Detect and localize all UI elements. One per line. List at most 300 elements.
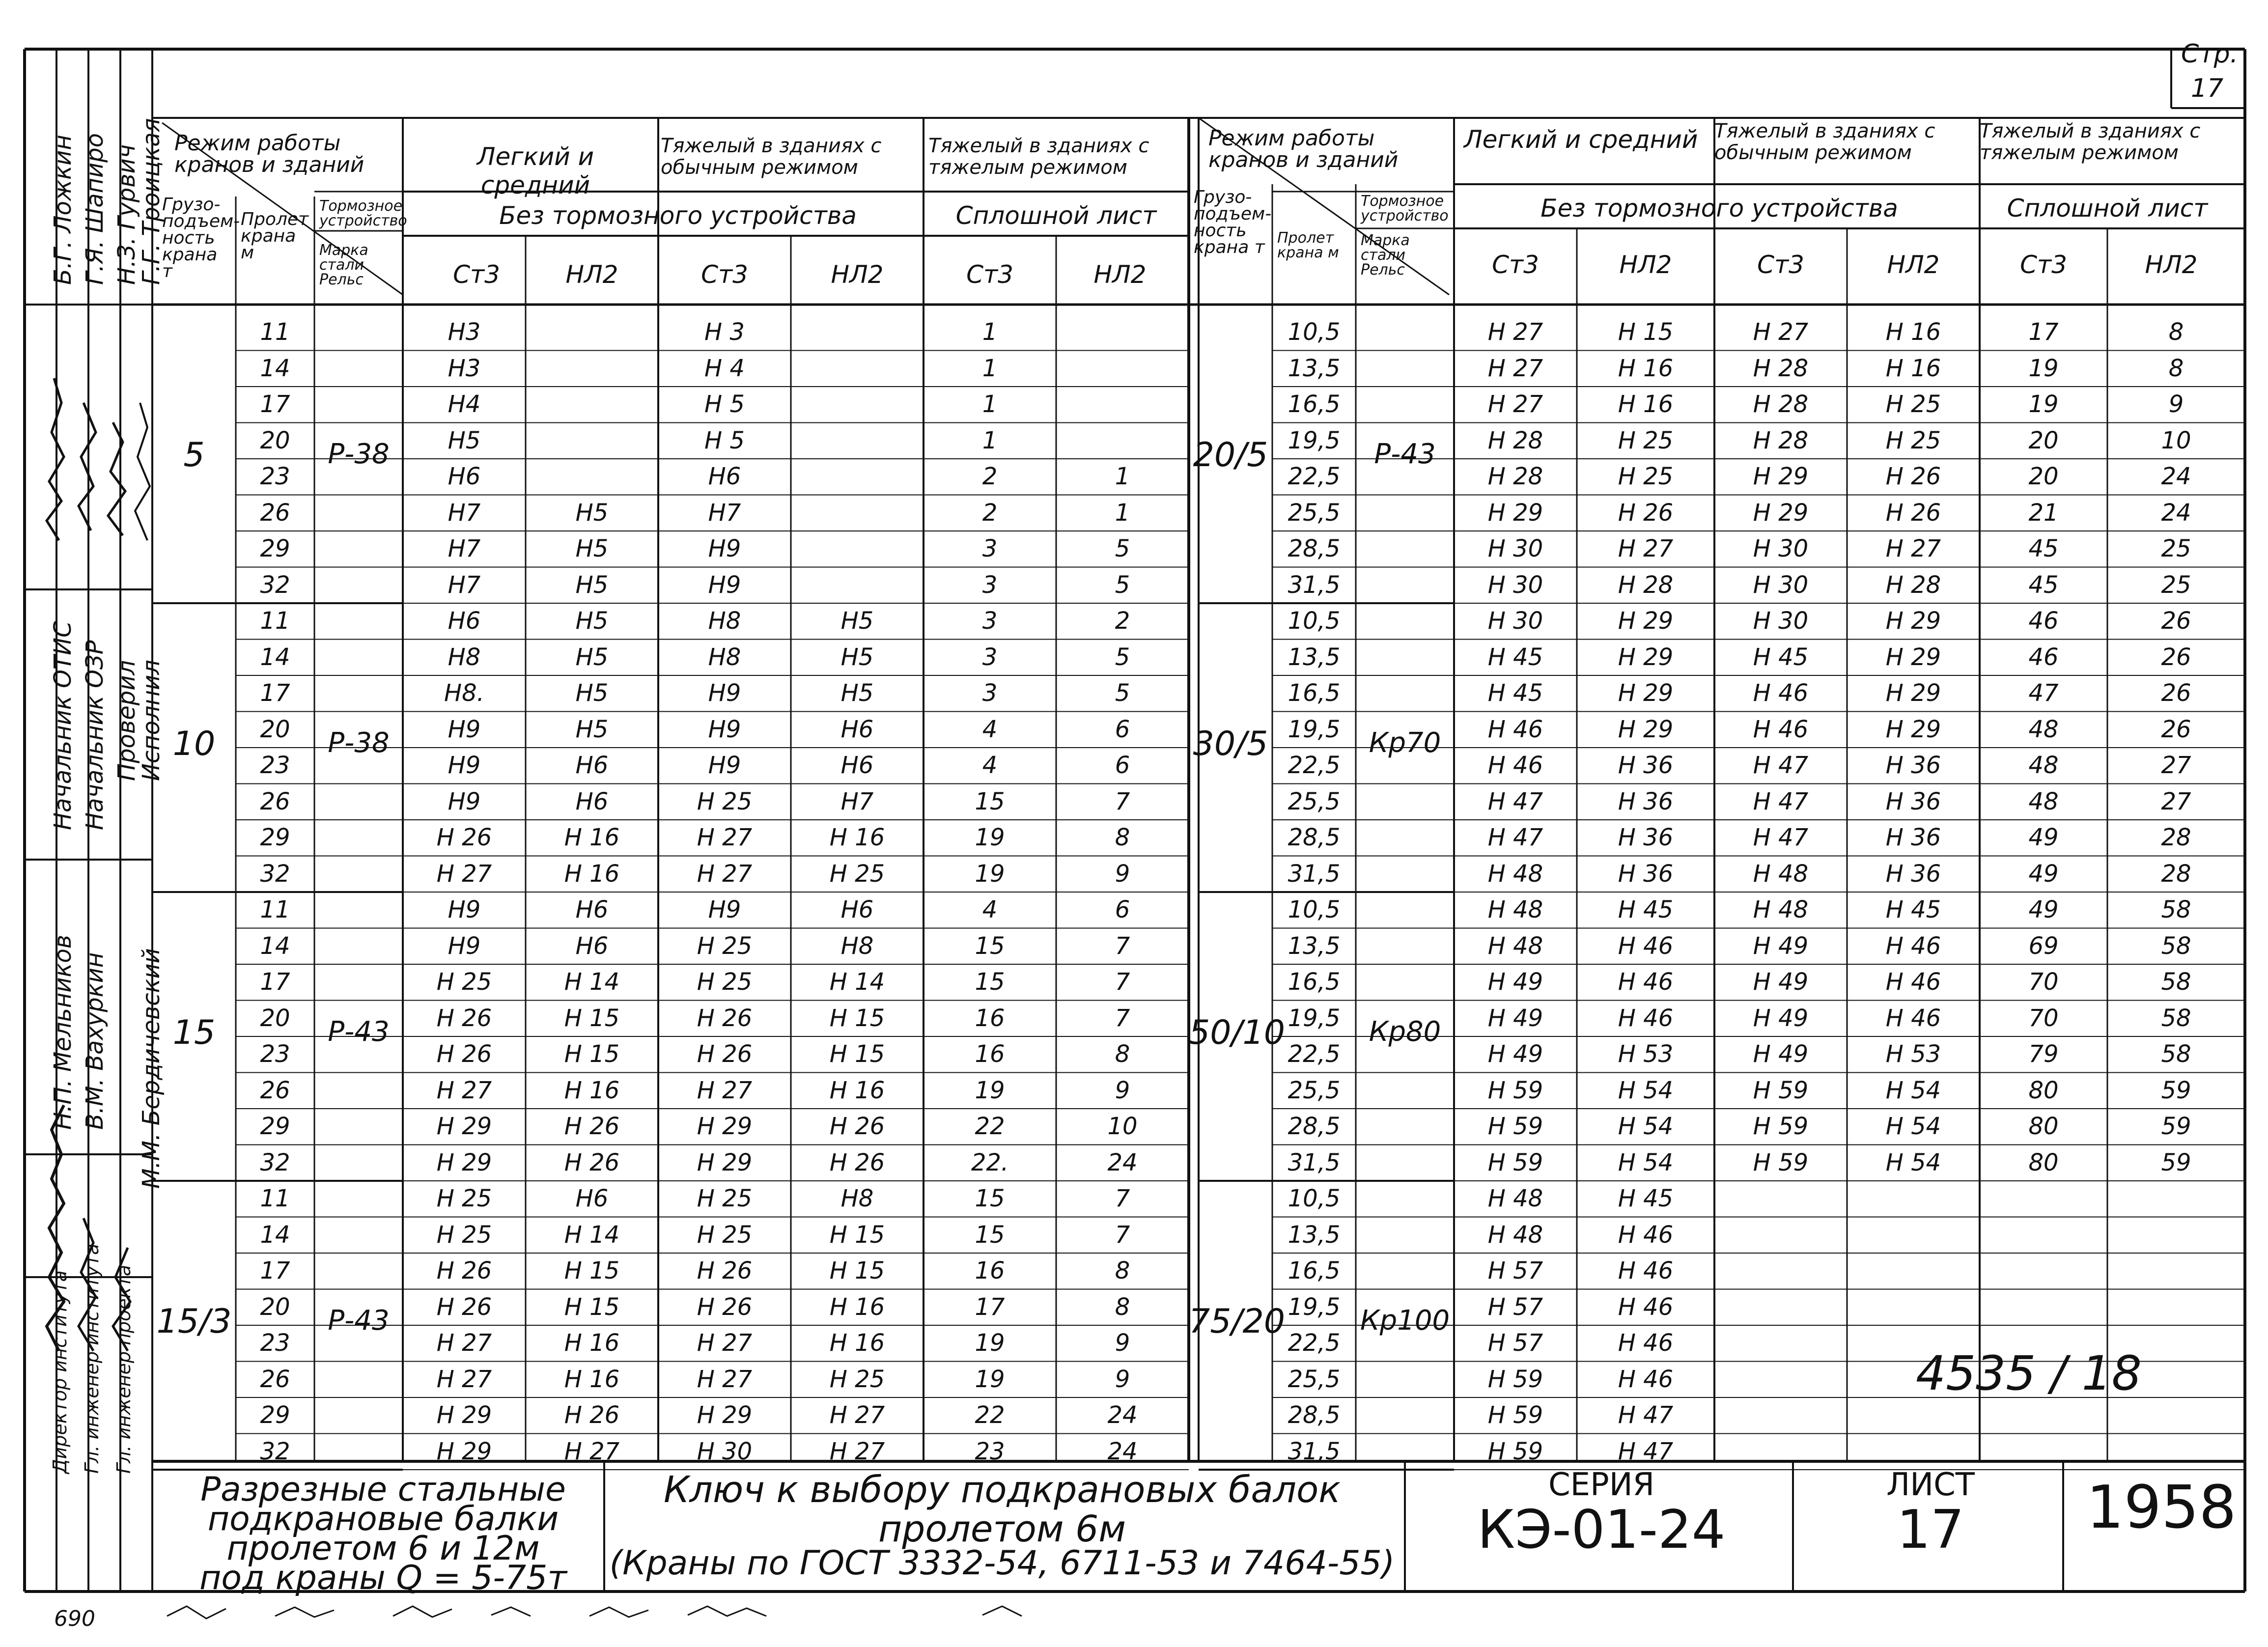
right-value-cell: Н 36	[1885, 787, 1941, 815]
left-value-cell: Н 25	[697, 968, 753, 996]
left-value-cell: 4	[982, 752, 998, 779]
signer-name-8: М.М. Бердичевский	[138, 948, 165, 1189]
left-value-cell: Н 15	[564, 1040, 620, 1068]
left-value-cell: Н 27	[436, 1076, 492, 1104]
right-span-cell: 19,5	[1288, 1293, 1341, 1321]
left-value-cell: Н6	[840, 715, 874, 743]
right-value-cell: Н 46	[1487, 752, 1543, 779]
right-value-cell: Н 59	[1753, 1076, 1809, 1104]
nl2-l-1: НЛ2	[565, 260, 618, 289]
left-value-cell: Н9	[708, 715, 741, 743]
year: 1958	[2086, 1474, 2237, 1542]
right-value-cell: Н 46	[1885, 932, 1941, 960]
signer-name-3: Н.З. Гурвич	[113, 144, 140, 285]
right-span-cell: 28,5	[1288, 1113, 1341, 1140]
right-value-cell: 26	[2161, 715, 2191, 743]
left-capacity: 10	[172, 725, 216, 764]
left-value-cell: 2	[982, 499, 998, 527]
right-capacity: 20/5	[1193, 436, 1268, 475]
left-value-cell: Н5	[575, 715, 609, 743]
right-value-cell: 21	[2028, 499, 2059, 527]
right-value-cell: Н 59	[1753, 1113, 1809, 1140]
right-value-cell: 28	[2161, 824, 2191, 851]
left-value-cell: Н 26	[829, 1148, 885, 1176]
capacity-header-left: Грузо-подъем-ность крана т	[162, 195, 240, 281]
no-brake-header-right: Без тормозного устройства	[1540, 194, 1898, 223]
left-value-cell: Н5	[575, 499, 609, 527]
right-value-cell: Н 25	[1885, 391, 1941, 418]
left-value-cell: 6	[1115, 896, 1130, 923]
left-value-cell: 3	[982, 571, 998, 599]
right-value-cell: 58	[2161, 1004, 2191, 1032]
nl2-l-3: НЛ2	[1093, 260, 1147, 289]
handwritten-note: 4535 / 18	[1916, 1346, 2142, 1401]
left-value-cell: 7	[1115, 968, 1130, 996]
right-value-cell: Н 47	[1618, 1401, 1674, 1429]
left-value-cell: Н9	[708, 535, 741, 562]
left-span-cell: 29	[260, 1113, 290, 1140]
signer-name-1: Б.Г. Ложкин	[49, 135, 77, 285]
left-rail: Р-38	[328, 727, 390, 759]
right-span-cell: 28,5	[1288, 535, 1341, 562]
mode-header-left: Режим работы кранов и зданий	[174, 131, 364, 177]
left-value-cell: Н8	[708, 607, 741, 635]
right-value-cell: Н 49	[1753, 932, 1809, 960]
left-value-cell: Н 16	[564, 824, 620, 851]
right-span-cell: 16,5	[1288, 679, 1341, 707]
right-value-cell: Н 30	[1753, 607, 1809, 635]
right-value-cell: Н 36	[1618, 787, 1674, 815]
left-value-cell: Н 25	[697, 1185, 753, 1212]
left-value-cell: Н 16	[564, 1076, 620, 1104]
right-value-cell: Н 46	[1618, 932, 1674, 960]
right-span-cell: 13,5	[1288, 1221, 1341, 1249]
title-center-3: (Краны по ГОСТ 3332-54, 6711-53 и 7464-55)	[609, 1544, 1395, 1583]
right-value-cell: Н 59	[1487, 1148, 1543, 1176]
right-value-cell: 28	[2161, 860, 2191, 888]
right-span-cell: 25,5	[1288, 499, 1341, 527]
rail-header-left: Марка стали Рельс	[319, 242, 368, 288]
left-value-cell: 16	[975, 1040, 1005, 1068]
title-center-2: пролетом 6м	[878, 1508, 1126, 1550]
left-value-cell: 1	[982, 426, 998, 454]
right-value-cell: 19	[2028, 391, 2059, 418]
left-value-cell: Н6	[840, 752, 874, 779]
left-value-cell: 23	[975, 1437, 1005, 1465]
right-rail: Кр100	[1360, 1305, 1450, 1337]
nl2-r-2: НЛ2	[1887, 251, 1940, 279]
right-value-cell: Н 45	[1753, 643, 1809, 671]
left-value-cell: Н 26	[697, 1257, 753, 1284]
brake-header-left: Тормозное устройство	[319, 197, 407, 229]
left-value-cell: 3	[982, 535, 998, 562]
heavy-normal-header-left: Тяжелый в зданиях с обычным режимом	[661, 135, 882, 179]
left-span-cell: 17	[260, 1257, 290, 1284]
right-value-cell: Н 30	[1487, 571, 1543, 599]
left-value-cell: Н 27	[697, 1365, 753, 1393]
left-value-cell: Н 14	[564, 968, 620, 996]
left-value-cell: 9	[1115, 860, 1130, 888]
right-value-cell: 69	[2028, 932, 2059, 960]
st3-l-2: Ст3	[701, 260, 748, 289]
right-value-cell: Н 46	[1618, 1293, 1674, 1321]
left-span-cell: 26	[260, 1365, 290, 1393]
left-span-cell: 20	[260, 1004, 290, 1032]
signature-scribbles	[0, 0, 157, 1474]
right-span-cell: 31,5	[1288, 860, 1341, 888]
left-value-cell: Н 29	[436, 1437, 492, 1465]
left-value-cell: 22	[975, 1113, 1005, 1140]
left-value-cell: 16	[975, 1004, 1005, 1032]
right-value-cell: Н 46	[1753, 715, 1809, 743]
right-value-cell: Н 45	[1618, 896, 1674, 923]
left-value-cell: Н4	[448, 391, 481, 418]
right-value-cell: Н 46	[1618, 1365, 1674, 1393]
left-value-cell: Н 26	[697, 1004, 753, 1032]
left-value-cell: 10	[1107, 1113, 1138, 1140]
left-value-cell: 7	[1115, 1004, 1130, 1032]
signer-role-7: Проверил	[113, 660, 140, 781]
right-value-cell: Н 36	[1618, 860, 1674, 888]
heavy-heavy-header-right: Тяжелый в зданиях с тяжелым режимом	[1980, 120, 2201, 164]
left-value-cell: 5	[1115, 571, 1130, 599]
right-value-cell: Н 59	[1487, 1365, 1543, 1393]
right-value-cell: Н 48	[1487, 1185, 1543, 1212]
right-capacity: 75/20	[1189, 1302, 1285, 1341]
span-header-left: Пролет крана м	[241, 209, 309, 263]
right-value-cell: 10	[2161, 426, 2191, 454]
left-span-cell: 23	[260, 463, 290, 490]
left-value-cell: 24	[1107, 1437, 1138, 1465]
left-span-cell: 17	[260, 968, 290, 996]
right-value-cell: Н 49	[1753, 968, 1809, 996]
right-value-cell: 17	[2028, 318, 2059, 346]
left-value-cell: 1	[982, 391, 998, 418]
left-value-cell: Н 30	[697, 1437, 753, 1465]
left-value-cell: Н7	[708, 499, 741, 527]
st3-l-3: Ст3	[966, 260, 1013, 289]
right-value-cell: Н 16	[1618, 354, 1674, 382]
left-value-cell: Н 27	[697, 1329, 753, 1357]
bottom-mark: 690	[54, 1606, 95, 1631]
right-value-cell: 46	[2028, 643, 2059, 671]
left-value-cell: 19	[975, 1329, 1005, 1357]
right-value-cell: 48	[2028, 752, 2059, 779]
right-value-cell: 25	[2161, 571, 2191, 599]
left-span-cell: 29	[260, 535, 290, 562]
right-value-cell: 58	[2161, 896, 2191, 923]
right-span-cell: 22,5	[1288, 1329, 1341, 1357]
nl2-l-2: НЛ2	[831, 260, 884, 289]
left-value-cell: Н 25	[829, 1365, 885, 1393]
left-value-cell: Н 25	[697, 932, 753, 960]
left-value-cell: Н6	[448, 607, 481, 635]
left-value-cell: 3	[982, 607, 998, 635]
left-span-cell: 26	[260, 1076, 290, 1104]
left-value-cell: Н 16	[829, 1329, 885, 1357]
left-value-cell: 3	[982, 643, 998, 671]
right-value-cell: Н 49	[1487, 1040, 1543, 1068]
right-span-cell: 25,5	[1288, 1365, 1341, 1393]
left-value-cell: Н5	[840, 643, 874, 671]
right-value-cell: 70	[2028, 968, 2059, 996]
right-value-cell: Н 49	[1753, 1004, 1809, 1032]
left-span-cell: 26	[260, 787, 290, 815]
left-value-cell: Н6	[575, 1185, 609, 1212]
right-span-cell: 16,5	[1288, 391, 1341, 418]
left-span-cell: 29	[260, 1401, 290, 1429]
right-value-cell: Н 45	[1487, 643, 1543, 671]
signer-name-6: В.М. Вахуркин	[81, 952, 109, 1130]
right-value-cell: Н 54	[1885, 1148, 1941, 1176]
left-value-cell: Н 26	[564, 1148, 620, 1176]
left-value-cell: Н6	[448, 463, 481, 490]
left-value-cell: 8	[1115, 1257, 1130, 1284]
right-span-cell: 31,5	[1288, 1437, 1341, 1465]
st3-r-2: Ст3	[1757, 251, 1804, 279]
left-value-cell: Н9	[708, 571, 741, 599]
right-span-cell: 28,5	[1288, 824, 1341, 851]
right-value-cell: 58	[2161, 968, 2191, 996]
left-value-cell: Н5	[840, 607, 874, 635]
left-rail: Р-43	[328, 1016, 390, 1048]
right-value-cell: Н 29	[1885, 679, 1941, 707]
right-value-cell: Н 54	[1618, 1113, 1674, 1140]
left-value-cell: Н 16	[564, 1365, 620, 1393]
left-value-cell: Н7	[840, 787, 874, 815]
right-value-cell: Н 48	[1753, 896, 1809, 923]
left-span-cell: 11	[260, 896, 290, 923]
left-value-cell: Н5	[575, 571, 609, 599]
left-value-cell: Н 26	[697, 1040, 753, 1068]
solid-header-right: Сплошной лист	[2007, 194, 2208, 223]
left-value-cell: 24	[1107, 1148, 1138, 1176]
left-value-cell: Н6	[575, 752, 609, 779]
right-value-cell: Н 49	[1487, 968, 1543, 996]
right-value-cell: Н 30	[1753, 571, 1809, 599]
right-value-cell: Н 29	[1885, 715, 1941, 743]
right-value-cell: Н 29	[1885, 643, 1941, 671]
right-value-cell: Н 57	[1487, 1293, 1543, 1321]
left-value-cell: 15	[975, 1185, 1005, 1212]
right-value-cell: 45	[2028, 571, 2059, 599]
right-value-cell: Н 30	[1487, 535, 1543, 562]
right-span-cell: 10,5	[1288, 607, 1341, 635]
capacity-header-right: Грузо-подъем-ность крана т	[1194, 187, 1272, 257]
right-value-cell: 80	[2028, 1076, 2059, 1104]
left-value-cell: 4	[982, 896, 998, 923]
left-value-cell: 22.	[971, 1148, 1009, 1176]
left-value-cell: Н 15	[564, 1293, 620, 1321]
left-value-cell: Н 27	[697, 1076, 753, 1104]
right-value-cell: Н 28	[1487, 463, 1543, 490]
right-value-cell: Н 54	[1618, 1076, 1674, 1104]
right-value-cell: 59	[2161, 1148, 2191, 1176]
right-value-cell: 26	[2161, 607, 2191, 635]
right-value-cell: Н 53	[1885, 1040, 1941, 1068]
left-value-cell: Н 16	[564, 1329, 620, 1357]
left-span-cell: 11	[260, 318, 290, 346]
heavy-normal-header-right: Тяжелый в зданиях с обычным режимом	[1714, 120, 1935, 164]
right-value-cell: 24	[2161, 463, 2191, 490]
right-value-cell: 59	[2161, 1076, 2191, 1104]
nl2-r-3: НЛ2	[2145, 251, 2198, 279]
left-span-cell: 11	[260, 607, 290, 635]
right-value-cell: 9	[2168, 391, 2184, 418]
right-value-cell: 26	[2161, 679, 2191, 707]
left-value-cell: 7	[1115, 787, 1130, 815]
right-capacity: 30/5	[1193, 725, 1268, 764]
right-value-cell: Н 15	[1618, 318, 1674, 346]
right-value-cell: Н 26	[1885, 463, 1941, 490]
left-value-cell: Н 14	[564, 1221, 620, 1249]
right-value-cell: Н 36	[1618, 752, 1674, 779]
left-value-cell: Н 29	[697, 1148, 753, 1176]
right-value-cell: Н 45	[1487, 679, 1543, 707]
right-value-cell: Н 16	[1618, 391, 1674, 418]
right-value-cell: Н 54	[1885, 1076, 1941, 1104]
signer-role-6: Начальник ОЗР	[81, 640, 109, 830]
right-span-cell: 25,5	[1288, 787, 1341, 815]
right-value-cell: Н 36	[1885, 824, 1941, 851]
right-value-cell: Н 59	[1487, 1076, 1543, 1104]
right-value-cell: Н 46	[1618, 1329, 1674, 1357]
left-span-cell: 32	[260, 1437, 290, 1465]
right-value-cell: 25	[2161, 535, 2191, 562]
left-value-cell: Н 25	[436, 1221, 492, 1249]
left-value-cell: Н8	[840, 1185, 874, 1212]
right-value-cell: Н 30	[1753, 535, 1809, 562]
sheet-label: ЛИСТ	[1886, 1467, 1975, 1503]
right-value-cell: Н 46	[1885, 1004, 1941, 1032]
left-value-cell: Н 27	[436, 860, 492, 888]
right-value-cell: 80	[2028, 1113, 2059, 1140]
left-value-cell: Н9	[448, 932, 481, 960]
left-value-cell: Н 26	[697, 1293, 753, 1321]
right-value-cell: Н 59	[1487, 1437, 1543, 1465]
right-value-cell: 26	[2161, 643, 2191, 671]
right-value-cell: 20	[2028, 426, 2059, 454]
right-value-cell: 58	[2161, 1040, 2191, 1068]
st3-r-3: Ст3	[2020, 251, 2067, 279]
right-span-cell: 13,5	[1288, 354, 1341, 382]
right-value-cell: Н 27	[1753, 318, 1809, 346]
right-span-cell: 10,5	[1288, 1185, 1341, 1212]
right-value-cell: Н 47	[1753, 752, 1809, 779]
left-value-cell: Н 27	[697, 824, 753, 851]
right-rail: Кр80	[1369, 1016, 1441, 1048]
right-span-cell: 31,5	[1288, 1148, 1341, 1176]
right-value-cell: Н 46	[1487, 715, 1543, 743]
right-value-cell: Н 27	[1618, 535, 1674, 562]
right-value-cell: 27	[2161, 752, 2191, 779]
right-value-cell: Н 27	[1885, 535, 1941, 562]
left-value-cell: Н 29	[697, 1113, 753, 1140]
right-span-cell: 10,5	[1288, 896, 1341, 923]
right-value-cell: 79	[2028, 1040, 2059, 1068]
right-value-cell: Н 28	[1753, 391, 1809, 418]
left-value-cell: 9	[1115, 1365, 1130, 1393]
signer-name-4: Г.Г. Троицкая	[138, 118, 165, 285]
left-value-cell: 19	[975, 1365, 1005, 1393]
left-value-cell: 5	[1115, 679, 1130, 707]
left-value-cell: Н9	[708, 679, 741, 707]
right-value-cell: Н 47	[1753, 824, 1809, 851]
left-value-cell: Н 29	[436, 1148, 492, 1176]
series-label: СЕРИЯ	[1548, 1467, 1655, 1503]
right-value-cell: 49	[2028, 896, 2059, 923]
left-value-cell: Н3	[448, 354, 481, 382]
left-value-cell: Н8	[840, 932, 874, 960]
right-value-cell: Н 48	[1487, 1221, 1543, 1249]
right-value-cell: 45	[2028, 535, 2059, 562]
left-value-cell: Н7	[448, 535, 481, 562]
st3-l-1: Ст3	[453, 260, 500, 289]
right-value-cell: Н 29	[1885, 607, 1941, 635]
left-value-cell: Н 15	[829, 1040, 885, 1068]
left-value-cell: Н 27	[564, 1437, 620, 1465]
left-value-cell: Н 15	[564, 1004, 620, 1032]
left-value-cell: 7	[1115, 932, 1130, 960]
left-value-cell: Н9	[708, 896, 741, 923]
left-value-cell: 8	[1115, 1040, 1130, 1068]
left-value-cell: Н 15	[829, 1221, 885, 1249]
sheet-number: 17	[1897, 1499, 1964, 1561]
left-span-cell: 26	[260, 499, 290, 527]
left-value-cell: Н 27	[697, 860, 753, 888]
left-value-cell: Н 16	[829, 1293, 885, 1321]
right-value-cell: Н 16	[1885, 354, 1941, 382]
right-value-cell: Н 27	[1487, 354, 1543, 382]
left-value-cell: Н8	[448, 643, 481, 671]
left-value-cell: Н7	[448, 499, 481, 527]
left-capacity: 15/3	[156, 1302, 232, 1341]
right-value-cell: 27	[2161, 787, 2191, 815]
left-value-cell: Н9	[708, 752, 741, 779]
left-value-cell: Н 26	[829, 1113, 885, 1140]
left-value-cell: Н8	[708, 643, 741, 671]
right-value-cell: Н 28	[1885, 571, 1941, 599]
left-span-cell: 14	[260, 932, 290, 960]
bottom-scribbles	[147, 1596, 1081, 1636]
right-value-cell: Н 48	[1487, 932, 1543, 960]
signer-name-5: Н.П. Мельников	[49, 934, 77, 1130]
right-value-cell: Н 30	[1487, 607, 1543, 635]
left-value-cell: Н8.	[444, 679, 484, 707]
left-span-cell: 17	[260, 679, 290, 707]
right-value-cell: Н 25	[1618, 463, 1674, 490]
left-span-cell: 32	[260, 860, 290, 888]
left-span-cell: 20	[260, 1293, 290, 1321]
left-value-cell: Н 26	[436, 1004, 492, 1032]
right-value-cell: Н 46	[1618, 1221, 1674, 1249]
left-span-cell: 20	[260, 715, 290, 743]
right-span-cell: 16,5	[1288, 968, 1341, 996]
right-span-cell: 31,5	[1288, 571, 1341, 599]
left-value-cell: Н9	[448, 715, 481, 743]
left-value-cell: 6	[1115, 715, 1130, 743]
right-value-cell: Н 46	[1618, 1004, 1674, 1032]
left-value-cell: 1	[1115, 463, 1130, 490]
left-value-cell: Н5	[575, 607, 609, 635]
left-value-cell: Н3	[448, 318, 481, 346]
left-value-cell: 8	[1115, 1293, 1130, 1321]
right-value-cell: Н 46	[1618, 968, 1674, 996]
rail-header-right: Марка стали Рельс	[1361, 232, 1410, 279]
right-value-cell: Н 28	[1618, 571, 1674, 599]
page-number: 17	[2191, 74, 2224, 103]
right-value-cell: Н 36	[1885, 752, 1941, 779]
